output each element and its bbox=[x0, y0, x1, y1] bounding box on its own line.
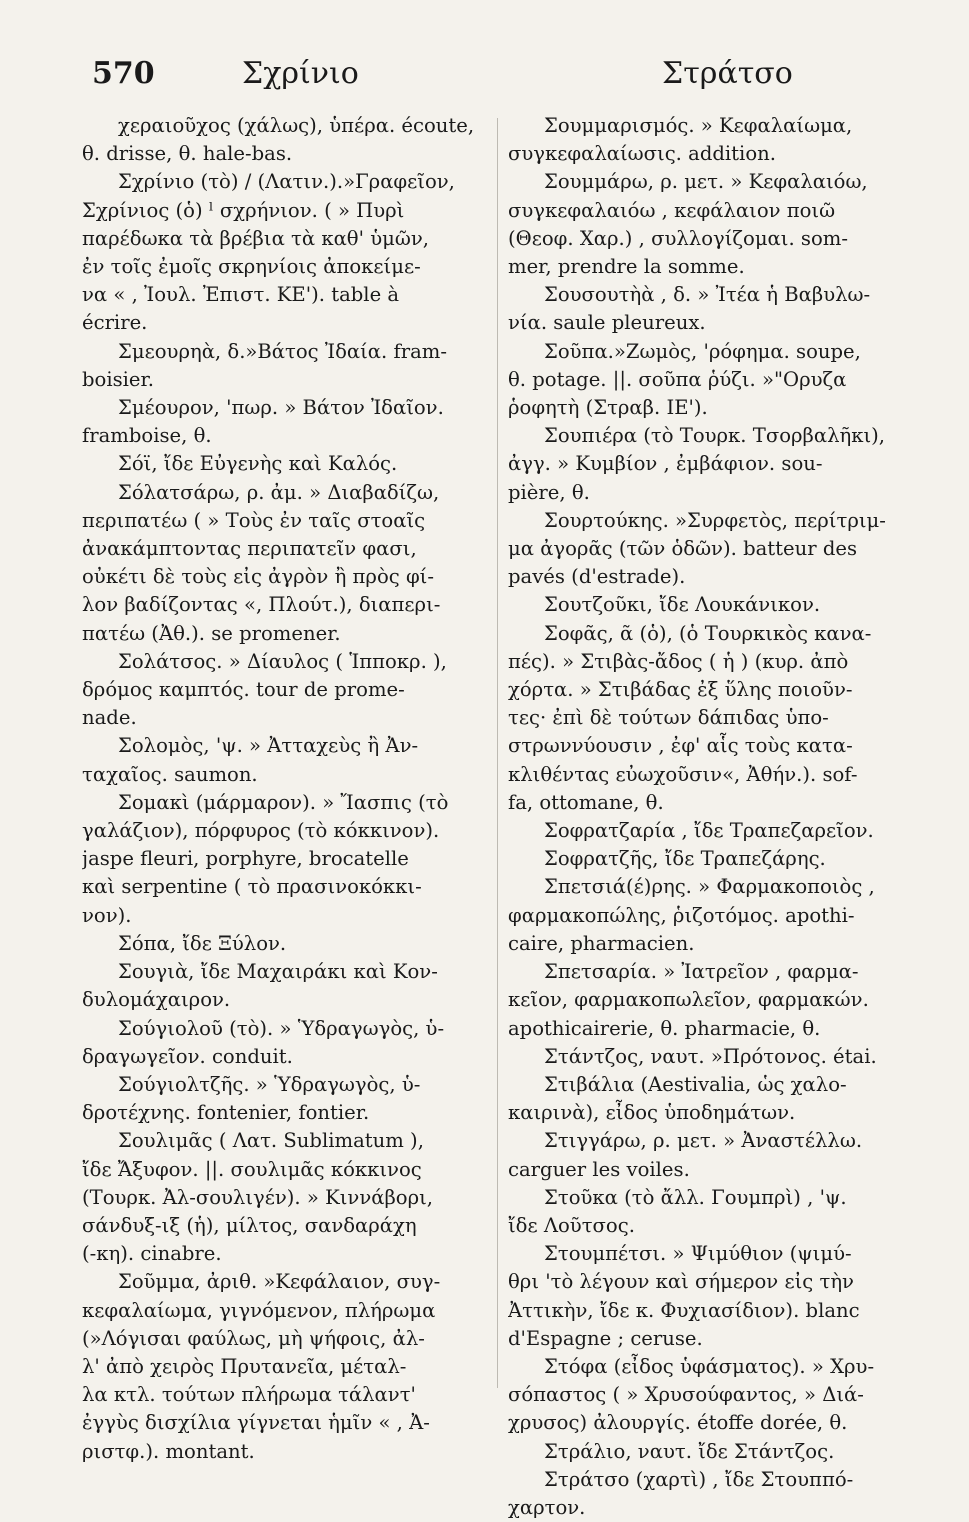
text-line: Σπετσαρία. » Ἰατρεῖον , φαρμα- bbox=[544, 960, 859, 984]
text-line: nade. bbox=[82, 706, 137, 730]
text-line: ῥοφητὴ (Στραβ. ΙΕ'). bbox=[508, 396, 708, 420]
text-line: νία. saule pleureux. bbox=[508, 311, 706, 335]
text-line: Σολομὸς, 'ψ. » Ἀτταχεὺς ἢ Ἀν- bbox=[118, 734, 419, 758]
text-line: Σπετσιά(έ)ρης. » Φαρμακοποιὸς , bbox=[544, 875, 875, 899]
text-line: caire, pharmacien. bbox=[508, 931, 695, 955]
text-line: Σουλιμᾶς ( Λατ. Sublimatum ), bbox=[118, 1129, 424, 1153]
text-line: δρόμος καμπτός. tour de prome- bbox=[82, 678, 405, 702]
text-line: Σόϊ, ἴδε Εὐγενὴς καὶ Καλός. bbox=[118, 452, 398, 476]
text-line: ἐγγὺς δισχίλια γίγνεται ἡμῖν « , Ἀ- bbox=[82, 1411, 430, 1435]
text-line: Σουρτούκης. »Συρφετὸς, περίτριμ- bbox=[544, 508, 886, 532]
text-line: pière, θ. bbox=[508, 480, 590, 504]
text-line: apothicairerie, θ. pharmacie, θ. bbox=[508, 1016, 821, 1040]
text-line: ἴδε Ἄξυφον. ||. σουλιμᾶς κόκκινος bbox=[82, 1157, 422, 1181]
text-line: boisier. bbox=[82, 367, 154, 391]
text-line: carguer les voiles. bbox=[508, 1157, 690, 1181]
text-line: jaspe fleuri, porphyre, brocatelle bbox=[82, 847, 409, 871]
text-line: Στράλιο, ναυτ. ἴδε Στάντζος. bbox=[544, 1439, 835, 1463]
text-line: Σοῦπα.»Ζωμὸς, 'ρόφημα. soupe, bbox=[544, 339, 861, 363]
text-line: καιρινὰ), εἶδος ὑποδημάτων. bbox=[508, 1101, 796, 1125]
text-line: Σολάτσος. » Δίαυλος ( Ἱπποκρ. ), bbox=[118, 649, 447, 673]
text-line: λα κτλ. τούτων πλήρωμα τάλαντ' bbox=[82, 1383, 416, 1407]
text-line: mer, prendre la somme. bbox=[508, 255, 745, 279]
text-line: λον βαδίζοντας «, Πλούτ.), διαπερι- bbox=[82, 593, 441, 617]
page-number: 570 bbox=[92, 56, 155, 91]
text-line: ταχαῖος. saumon. bbox=[82, 762, 258, 786]
text-line: θ. potage. ||. σοῦπα ῥύζι. »"Ορυζα bbox=[508, 367, 847, 391]
text-line: χόρτα. » Στιβάδας ἐξ ὕλης ποιοῦν- bbox=[508, 678, 853, 702]
text-line: θρι 'τὸ λέγουν καὶ σήμερον εἰς τὴν bbox=[508, 1270, 854, 1294]
text-line: πατέω (Ἀθ.). se promener. bbox=[82, 621, 341, 645]
right-column bbox=[508, 112, 930, 1522]
text-line: κεῖον, φαρμακοπωλεῖον, φαρμακών. bbox=[508, 988, 869, 1012]
text-line: pavés (d'estrade). bbox=[508, 565, 686, 589]
text-line: ἐν τοῖς ἐμοῖς σκρηνίοις ἀποκείμε- bbox=[82, 255, 421, 279]
page-header bbox=[92, 56, 921, 100]
text-line: καὶ serpentine ( τὸ πρασινοκόκκι- bbox=[82, 875, 422, 899]
text-line: ἀνακάμπτοντας περιπατεῖν φασι, bbox=[82, 537, 417, 561]
text-line: κλιθέντας εὐωχοῦσιν«, Ἀθήν.). sof- bbox=[508, 762, 858, 786]
text-line: Στουμπέτσι. » Ψιμύθιον (ψιμύ- bbox=[544, 1242, 852, 1266]
text-line: Σόλατσάρω, ρ. ἀμ. » Διαβαδίζω, bbox=[118, 480, 440, 504]
text-line: écrire. bbox=[82, 311, 148, 335]
text-line: χρυσος) ἀλουργίς. étoffe dorée, θ. bbox=[508, 1411, 848, 1435]
text-line: ριστφ.). montant. bbox=[82, 1439, 255, 1463]
text-line: μα ἀγορᾶς (τῶν ὁδῶν). batteur des bbox=[508, 537, 858, 561]
text-line: Στιγγάρω, ρ. μετ. » Ἀναστέλλω. bbox=[544, 1129, 863, 1153]
text-line: νον). bbox=[82, 903, 132, 927]
text-line: (Θεοφ. Χαρ.) , συλλογίζομαι. som- bbox=[508, 226, 848, 250]
text-line: Σουμμαρισμός. » Κεφαλαίωμα, bbox=[544, 114, 853, 137]
text-line: Σουγιὰ, ἴδε Μαχαιράκι καὶ Κον- bbox=[118, 960, 438, 984]
text-line: χεραιοῦχος (χάλως), ὑπέρα. écoute, bbox=[118, 114, 475, 137]
text-line: σάνδυξ-ιξ (ἡ), μίλτος, σανδαράχη bbox=[82, 1213, 417, 1237]
text-line: θ. drisse, θ. hale-bas. bbox=[82, 142, 293, 166]
column-divider bbox=[497, 118, 498, 1388]
text-line: (»Λόγισαι φαύλως, μὴ ψήφοις, ἀλ- bbox=[82, 1326, 425, 1350]
text-line: ἀγγ. » Κυμβίον , ἐμβάφιον. sou- bbox=[508, 452, 823, 476]
text-line: παρέδωκα τὰ βρέβια τὰ καθ' ὑμῶν, bbox=[82, 226, 429, 250]
right-guide-word: Στράτσο bbox=[662, 56, 793, 91]
text-line: λ' ἀπὸ χειρὸς Πρυτανεῖα, μέταλ- bbox=[82, 1354, 407, 1378]
text-line: d'Espagne ; ceruse. bbox=[508, 1326, 703, 1350]
text-line: Σχρίνιος (ὁ) ˡ σχρήνιον. ( » Πυρὶ bbox=[82, 198, 405, 222]
text-line: Σουμμάρω, ρ. μετ. » Κεφαλαιόω, bbox=[544, 170, 868, 194]
text-line: τες· ἐπὶ δὲ τούτων δάπιδας ὑπο- bbox=[508, 706, 829, 730]
text-line: Σούγιολτζῆς. » Ὑδραγωγὸς, ὑ- bbox=[118, 1072, 421, 1096]
text-line: Σομακὶ (μάρμαρον). » Ἴασπις (τὸ bbox=[118, 790, 449, 814]
text-line: συγκεφαλαιόω , κεφάλαιον ποιῶ bbox=[508, 198, 836, 222]
text-line: framboise, θ. bbox=[82, 424, 212, 448]
text-line: Σχρίνιο (τὸ) / (Λατιν.).»Γραφεῖον, bbox=[118, 170, 455, 194]
text-line: κεφαλαίωμα, γιγνόμενον, πλήρωμα bbox=[82, 1298, 436, 1322]
text-line: Ἀττικὴν, ἴδε κ. Φυχιασίδιον). blanc bbox=[508, 1298, 860, 1322]
text-line: Σμεουρηὰ, δ.»Βάτος Ἰδαία. fram- bbox=[118, 339, 447, 363]
text-line: περιπατέω ( » Τοὺς ἐν ταῖς στοαῖς bbox=[82, 508, 426, 532]
text-line: σόπαστος ( » Χρυσούφαντος, » Διά- bbox=[508, 1383, 864, 1407]
text-line: fa, ottomane, θ. bbox=[508, 790, 664, 814]
text-line: Στιβάλια (Aestivalia, ὡς χαλο- bbox=[544, 1072, 847, 1096]
text-line: δροτέχνης. fontenier, fontier. bbox=[82, 1101, 370, 1125]
left-guide-word: Σχρίνιο bbox=[242, 56, 359, 91]
text-line: ἴδε Λοῦτσος. bbox=[508, 1213, 635, 1237]
text-line: Σουτζοῦκι, ἴδε Λουκάνικον. bbox=[544, 593, 821, 617]
text-line: Σοῦμμα, ἀριθ. »Κεφάλαιον, συγ- bbox=[118, 1270, 441, 1294]
text-line: (-κη). cinabre. bbox=[82, 1242, 222, 1266]
text-line: συγκεφαλαίωσις. addition. bbox=[508, 142, 776, 166]
text-line: Σουσουτὴὰ , δ. » Ἰτέα ἡ Βαβυλω- bbox=[544, 283, 871, 307]
text-line: οὐκέτι δὲ τοὺς εἰς ἀγρὸν ἢ πρὸς φί- bbox=[82, 565, 434, 589]
text-line: γαλάζιον), πόρφυρος (τὸ κόκκινον). bbox=[82, 819, 440, 843]
text-line: Σοφρατζαρία , ἴδε Τραπεζαρεῖον. bbox=[544, 819, 874, 843]
text-line: φαρμακοπώλης, ῥιζοτόμος. apothi- bbox=[508, 903, 855, 927]
text-line: Στοῦκα (τὸ ἄλλ. Γουμπρὶ) , 'ψ. bbox=[544, 1185, 847, 1209]
text-line: Σούγιολοῦ (τὸ). » Ὑδραγωγὸς, ὑ- bbox=[118, 1016, 445, 1040]
text-line: Στάντζος, ναυτ. »Πρότονος. étai. bbox=[544, 1044, 877, 1068]
left-column bbox=[82, 112, 487, 1466]
text-line: Στόφα (εἶδος ὑφάσματος). » Χρυ- bbox=[544, 1354, 875, 1378]
text-line: (Τουρκ. Ἀλ-σουλιγέν). » Κιννάβορι, bbox=[82, 1185, 434, 1209]
text-line: Σμέουρον, 'πωρ. » Βάτον Ἰδαῖον. bbox=[118, 396, 444, 420]
text-line: χαρτον. bbox=[508, 1495, 586, 1519]
text-line: Σοφᾶς, ᾶ (ὁ), (ὁ Τουρκικὸς κανα- bbox=[544, 621, 872, 645]
text-line: στρωννύουσιν , ἐφ' αἷς τοὺς κατα- bbox=[508, 734, 853, 758]
text-line: Σουπιέρα (τὸ Τουρκ. Τσορβαλῆκι), bbox=[544, 424, 886, 448]
text-line: Σοφρατζῆς, ἴδε Τραπεζάρης. bbox=[544, 847, 826, 871]
text-line: Στράτσο (χαρτὶ) , ἴδε Στουππό- bbox=[544, 1467, 854, 1491]
text-line: να « , Ἰουλ. Ἐπιστ. ΚΕ'). table à bbox=[82, 283, 400, 307]
text-line: Σόπα, ἴδε Ξύλον. bbox=[118, 931, 287, 955]
text-line: πές). » Στιβὰς-ἄδος ( ἡ ) (κυρ. ἀπὸ bbox=[508, 649, 849, 673]
text-line: δυλομάχαιρον. bbox=[82, 988, 231, 1012]
text-line: δραγωγεῖον. conduit. bbox=[82, 1044, 293, 1068]
